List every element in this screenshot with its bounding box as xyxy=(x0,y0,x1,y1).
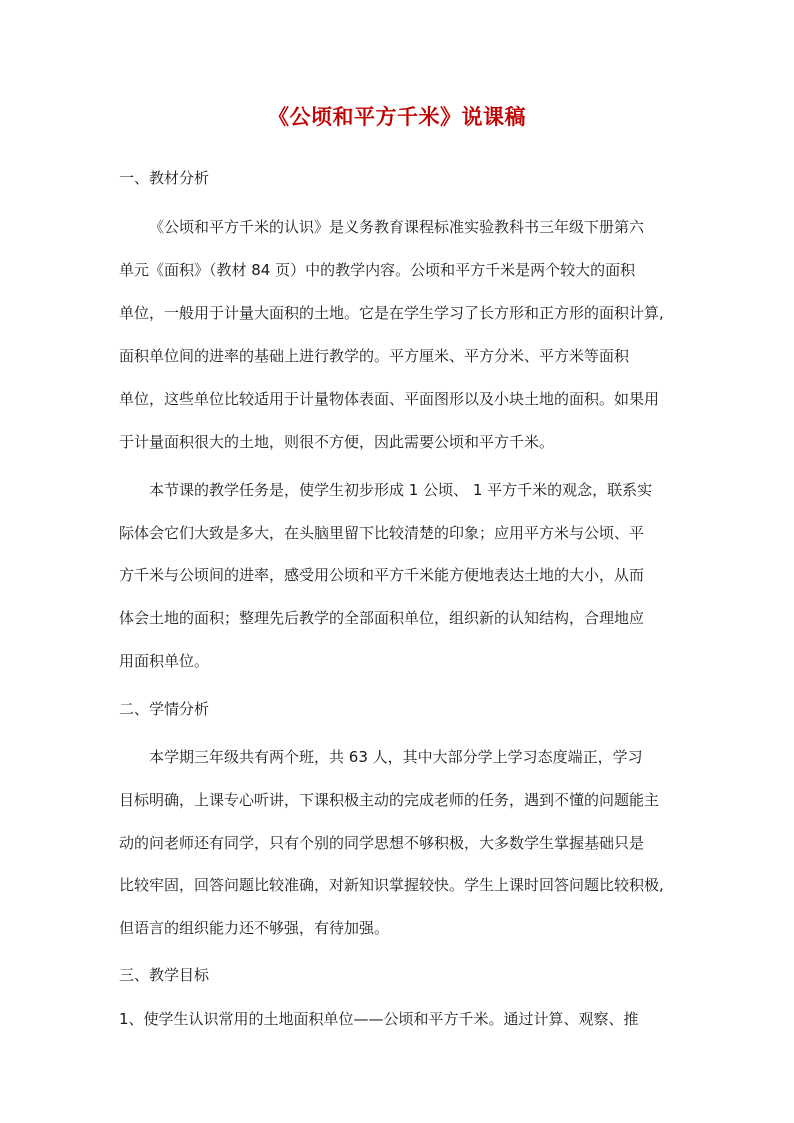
section-heading-students: 二、学情分析 xyxy=(119,700,210,718)
paragraph-line: 体会土地的面积；整理先后教学的全部面积单位，组织新的认知结构，合理地应 xyxy=(119,609,645,627)
paragraph-line: 目标明确，上课专心听讲，下课积极主动的完成老师的任务，遇到不懂的问题能主 xyxy=(119,791,660,809)
paragraph-line: 《公顷和平方千米的认识》是义务教育课程标准实验教科书三年级下册第六 xyxy=(149,218,645,236)
paragraph-line: 动的问老师还有同学，只有个别的同学思想不够积极，大多数学生掌握基础只是 xyxy=(119,834,645,852)
paragraph-line: 本学期三年级共有两个班，共 63 人，其中大部分学上学习态度端正，学习 xyxy=(149,748,643,766)
document-title: 《公顷和平方千米》说课稿 xyxy=(268,105,526,129)
paragraph-line: 单元《面积》（教材 84 页）中的教学内容。公顷和平方千米是两个较大的面积 xyxy=(119,261,636,279)
paragraph-line: 用面积单位。 xyxy=(119,652,210,670)
paragraph-line: 本节课的教学任务是，使学生初步形成 1 公顷、 1 平方千米的观念，联系实 xyxy=(149,481,653,499)
paragraph-line: 但语言的组织能力还不够强，有待加强。 xyxy=(119,919,390,937)
paragraph-line: 方千米与公顷间的进率，感受用公顷和平方千米能方便地表达土地的大小，从而 xyxy=(119,566,645,584)
section-heading-goals: 三、教学目标 xyxy=(119,966,210,984)
paragraph-line: 单位，这些单位比较适用于计量物体表面、平面图形以及小块土地的面积。如果用 xyxy=(119,390,660,408)
paragraph-line: 单位，一般用于计量大面积的土地。它是在学生学习了长方形和正方形的面积计算, xyxy=(119,304,664,322)
paragraph-line: 面积单位间的进率的基础上进行教学的。平方厘米、平方分米、平方米等面积 xyxy=(119,347,630,365)
paragraph-line: 比较牢固，回答问题比较准确，对新知识掌握较快。学生上课时回答问题比较积极, xyxy=(119,876,664,894)
paragraph-line: 际体会它们大致是多大，在头脑里留下比较清楚的印象；应用平方米与公顷、平 xyxy=(119,524,645,542)
section-heading-materials: 一、教材分析 xyxy=(119,169,210,187)
paragraph-line: 1、使学生认识常用的土地面积单位——公顷和平方千米。通过计算、观察、推 xyxy=(119,1010,639,1028)
paragraph-line: 于计量面积很大的土地，则很不方便，因此需要公顷和平方千米。 xyxy=(119,433,555,451)
